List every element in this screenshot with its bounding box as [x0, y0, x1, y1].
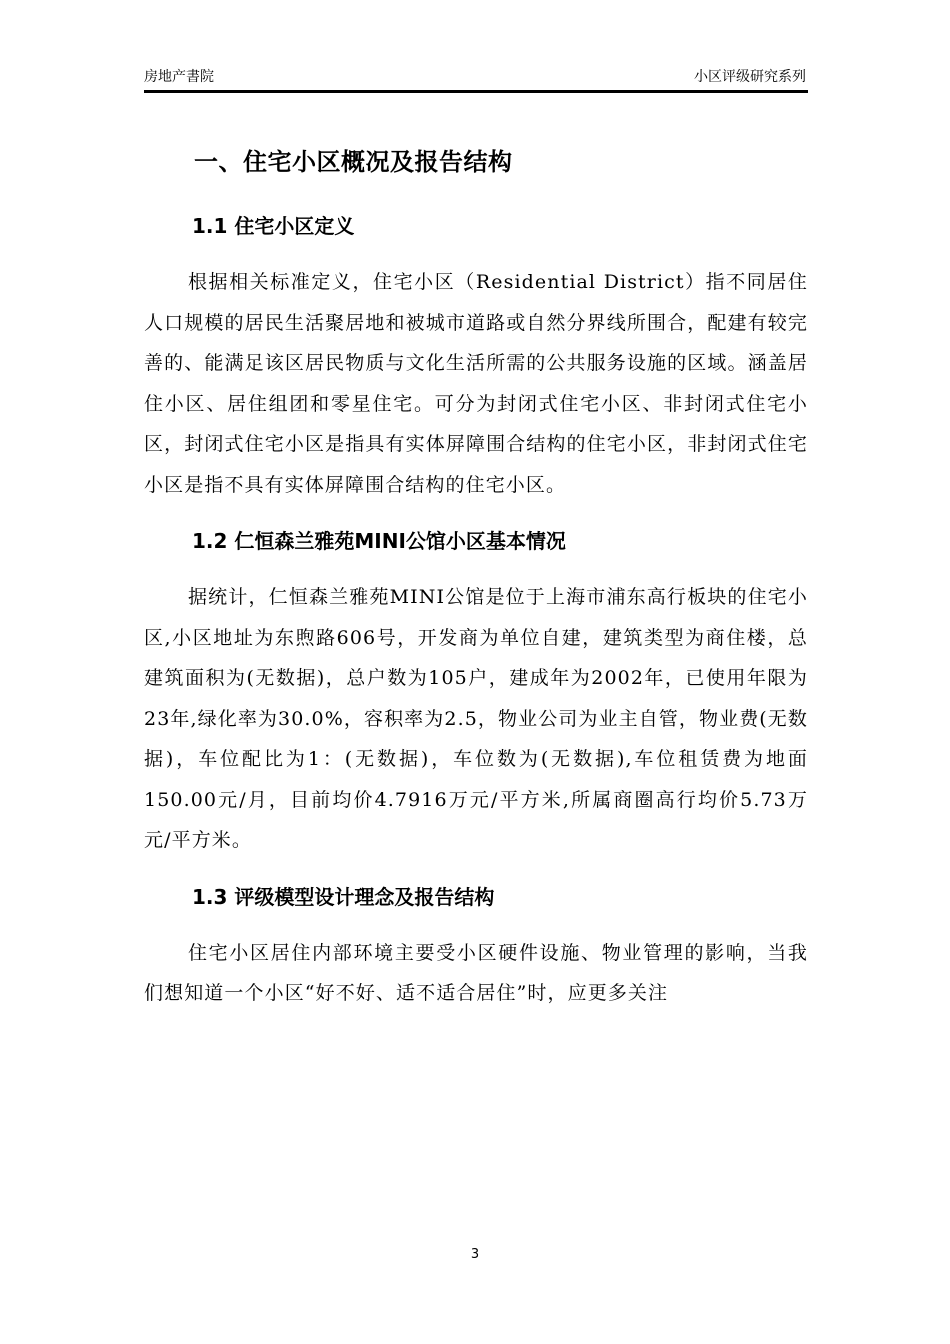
paragraph-definition: 根据相关标准定义，住宅小区（Residential District）指不同居住人口规模的居民生活聚居地和被城市道路或自然分界线所围合，配建有较完善的、能满足该区居民物质与文化生活所需的公共服务设施的区域。涵盖居住小区、居住组团和零星住宅。可分为封闭式住宅小区、非封闭式住宅小区，封闭式住宅小区是指具有实体屏障围合结构的住宅小区，非封闭式住宅小区是指不具有实体屏障围合结构的住宅小区。: [144, 271, 808, 496]
section-heading: 一、住宅小区概况及报告结构: [194, 148, 513, 176]
header-divider: [144, 90, 808, 93]
paragraph-basic-info: 据统计，仁恒森兰雅苑MINI公馆是位于上海市浦东高行板块的住宅小区,小区地址为东煦路606号，开发商为单位自建，建筑类型为商住楼，总建筑面积为(无数据)，总户数为105户，建成年为2002年，已使用年限为23年,绿化率为30.0%，容积率为2.5，物业公司为业主自管，物业费(无数据)，车位配比为1：(无数据)，车位数为(无数据),车位租赁费为地面150.00元/月，目前均价4.7916万元/平方米,所属商圈高行均价5.73万元/平方米。: [144, 586, 809, 851]
header-series-title: 小区评级研究系列: [694, 69, 806, 85]
page-header: [144, 68, 806, 90]
subsection-heading-1-2: 1.2 仁恒森兰雅苑MINI公馆小区基本情况: [192, 529, 566, 553]
subsection-heading-1-1: 1.1 住宅小区定义: [192, 214, 355, 238]
document-body: [144, 140, 808, 1014]
subsection-heading-1-3: 1.3 评级模型设计理念及报告结构: [192, 884, 495, 909]
header-publisher: 房地产書院: [144, 69, 214, 85]
paragraph-model-design: 住宅小区居住内部环境主要受小区硬件设施、物业管理的影响，当我们想知道一个小区“好不好、适不适合居住”时，应更多关注: [144, 941, 808, 1004]
page-number: 3: [470, 1247, 480, 1262]
